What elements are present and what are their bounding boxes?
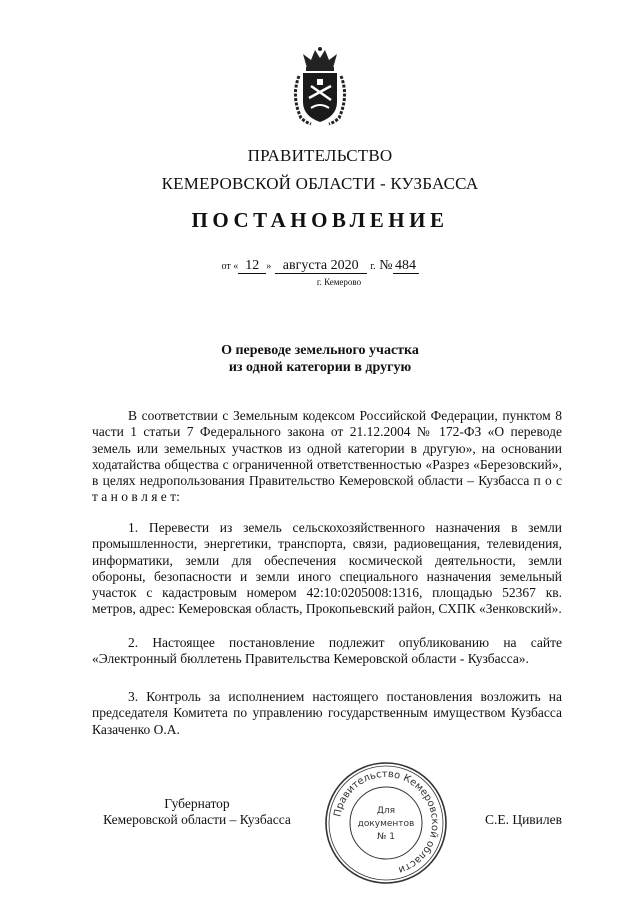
subject-line1: О переводе земельного участка — [221, 343, 419, 358]
city-label: г. Кемерово — [316, 277, 362, 287]
subject-line2: из одной категории в другую — [228, 360, 412, 375]
official-stamp — [323, 760, 449, 886]
date-year-suffix: г. — [370, 261, 376, 272]
date-number-line — [0, 258, 640, 274]
coat-of-arms-icon — [289, 46, 351, 128]
stamp-center-line3: № 1 — [377, 832, 395, 842]
government-title-line2: КЕМЕРОВСКОЙ ОБЛАСТИ - КУЗБАССА — [161, 174, 479, 193]
signatory-title — [92, 796, 302, 828]
body-paragraph-4: 3. Контроль за исполнением настоящего постановления возложить на председателя Комитета по управлению государственным имуществом Кузбасса Казаченко О.А. — [92, 689, 562, 737]
signatory-name: С.Е. Цивилев — [484, 812, 562, 827]
stamp-center-line1: Для — [376, 806, 396, 816]
signatory-title-line1: Губернатор — [164, 796, 230, 811]
date-close-quote: » — [266, 261, 272, 272]
date-from-label: от « — [221, 261, 239, 272]
date-month-year: августа 2020 — [275, 259, 367, 274]
number-label: № — [379, 258, 393, 273]
document-number: 484 — [393, 259, 419, 274]
stamp-center-line2: документов — [357, 819, 415, 829]
body-paragraph-2: 1. Перевести из земель сельскохозяйственного назначения в земли промышленности, энергетики, транспорта, связи, радиовещания, телевидения, информатики, земли для обеспечения космической деятельности, земли обороны, безопасности и земли иного специального назначения земельный участок с кадастровым номером 42:10:0205008:1316, площадью 52367 кв. метров, адрес: Кемеровская область, Прокопьевский район, СХПК «Зенковский». — [92, 520, 562, 617]
body-paragraph-1: В соответствии с Земельным кодексом Российской Федерации, пунктом 8 части 1 статьи 7 Федерального закона от 21.12.2004 № 172-ФЗ «О переводе земель или земельных участков из одной категории в другую», на основании ходатайства общества с ограниченной ответственностью «Разрез «Березовский», в целях недропользования Правительство Кемеровской области – Кузбасса п о с т а н о в л я е т: — [92, 408, 562, 505]
document-subject — [0, 342, 640, 376]
signatory-title-line2: Кемеровской области – Кузбасса — [103, 812, 291, 827]
date-day: 12 — [238, 259, 266, 274]
stamp-ring-text: Правительство Кемеровской области — [332, 768, 441, 876]
body-paragraph-3: 2. Настоящее постановление подлежит опубликованию на сайте «Электронный бюллетень Правительства Кемеровской области - Кузбасса». — [92, 635, 562, 667]
government-title-line1: ПРАВИТЕЛЬСТВО — [247, 146, 393, 165]
document-type-title: ПОСТАНОВЛЕНИЕ — [191, 208, 449, 232]
